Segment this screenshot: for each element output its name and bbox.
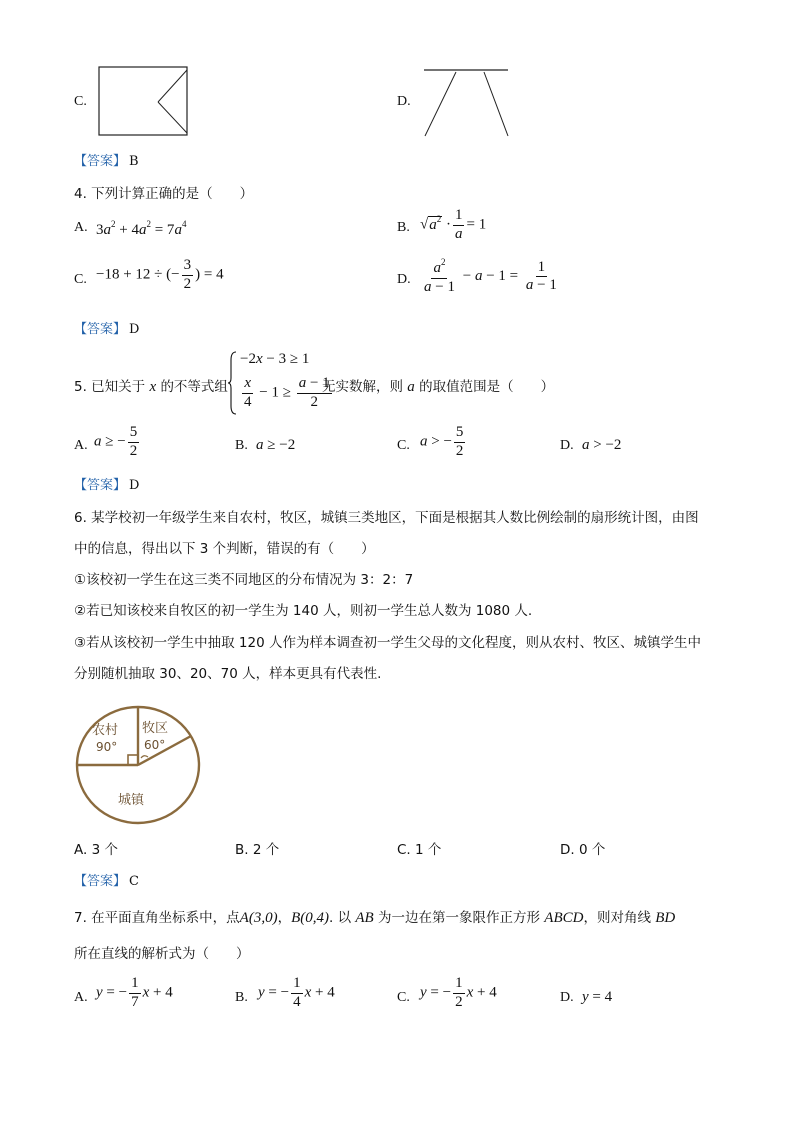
q4-option-c-expr: −18 + 12 ÷ (− $\frac{3}{2}$ ) = 4 <box>96 257 224 292</box>
q3-option-d-figure <box>420 66 514 140</box>
q7-option-a-label: A. <box>74 990 88 1005</box>
pie-label-pasture-angle: 60° <box>144 738 166 752</box>
q4-stem: 4. 下列计算正确的是（ ） <box>74 186 254 202</box>
q6-stem-line-2: 中的信息，得出以下 3 个判断，错误的有（ ） <box>74 541 375 557</box>
right-angle-mark <box>128 755 138 765</box>
q7-option-d-label: D. <box>560 990 574 1005</box>
q4-answer: 【答案】 D <box>74 322 140 337</box>
q7-stem-line-2: 所在直线的解析式为（ ） <box>74 946 250 962</box>
q6-option-c: C. 1 个 <box>397 842 442 858</box>
q4-option-b-expr: $√a^2$ · $\frac{1}{a}$ = 1 <box>420 207 487 242</box>
q4-option-b-label: B. <box>397 220 410 235</box>
q5-option-c-expr: a > − $\frac{5}{2}$ <box>420 424 464 459</box>
q7-option-c-expr: y = − $\frac{1}{2}$ x + 4 <box>420 975 497 1010</box>
q6-pie-chart <box>70 704 210 828</box>
q3-option-c-figure <box>96 64 192 138</box>
q5-ineq-2: $\frac{x}{4}$ − 1 ≥ $\frac{a - 1}{2}$ <box>244 375 330 410</box>
q6-statement-2: ②若已知该校来自牧区的初一学生为 140 人，则初一学生总人数为 1080 人. <box>74 603 533 619</box>
q4-option-d-expr: $\frac{a^2}{a - 1}$ − a − 1 = $\frac{1}{a - 1}$ <box>424 257 557 295</box>
q6-option-b: B. 2 个 <box>235 842 280 858</box>
q3-option-c-label: C. <box>74 94 87 109</box>
q7-option-b-expr: y = − $\frac{1}{4}$ x + 4 <box>258 975 335 1010</box>
q5-option-d-expr: a > −2 <box>582 437 622 453</box>
q6-statement-1: ①该校初一学生在这三类不同地区的分布情况为 3：2：7 <box>74 572 414 588</box>
q6-stem-line-1: 6. 某学校初一年级学生来自农村，牧区，城镇三类地区，下面是根据其人数比例绘制的扇形统计图，由图 <box>74 510 699 526</box>
q6-option-a: A. 3 个 <box>74 842 118 858</box>
q7-option-a-expr: y = − $\frac{1}{7}$ x + 4 <box>96 975 173 1010</box>
q6-statement-3-line-1: ③若从该校初一学生中抽取 120 人作为样本调查初一学生父母的文化程度，则从农村、牧区、城镇学生中 <box>74 635 701 651</box>
q4-option-c-label: C. <box>74 272 87 287</box>
q5-ineq-1: −2x − 3 ≥ 1 <box>240 351 310 367</box>
q5-option-b-label: B. <box>235 438 248 453</box>
q5-option-a-label: A. <box>74 438 88 453</box>
pie-label-rural-angle: 90° <box>96 740 118 754</box>
q5-option-c-label: C. <box>397 438 410 453</box>
q7-option-b-label: B. <box>235 990 248 1005</box>
q5-stem-pre: 5. 已知关于 x 的不等式组 <box>74 379 228 395</box>
q6-option-d: D. 0 个 <box>560 842 606 858</box>
q7-option-d-expr: y = 4 <box>582 989 613 1005</box>
q4-option-d-label: D. <box>397 272 411 287</box>
q6-statement-3-line-2: 分别随机抽取 30、20、70 人，样本更具有代表性. <box>74 666 382 682</box>
q4-option-a-label: A. <box>74 220 88 235</box>
q3-answer: 【答案】 B <box>74 154 139 169</box>
q7-option-c-label: C. <box>397 990 410 1005</box>
q6-answer: 【答案】 C <box>74 874 139 889</box>
q5-stem-post: 无实数解，则 a 的取值范围是（ ） <box>322 379 555 395</box>
q5-answer: 【答案】 D <box>74 478 140 493</box>
q5-brace <box>228 350 238 416</box>
q4-option-a-expr: $3a^2 + 4a^2 = 7a^4$ <box>96 219 187 238</box>
q7-stem-line-1: 7. 在平面直角坐标系中，点A(3,0)，B(0,4). 以 AB 为一边在第一象限作正方形 ABCD，则对角线 BD <box>74 910 676 926</box>
q5-option-d-label: D. <box>560 438 574 453</box>
q5-option-a-expr: a ≥ − $\frac{5}{2}$ <box>94 424 138 459</box>
q3-option-d-label: D. <box>397 94 411 109</box>
pie-label-pasture: 牧区 <box>142 721 169 736</box>
pie-label-town: 城镇 <box>118 793 145 808</box>
pie-label-rural: 农村 <box>92 723 119 738</box>
q5-option-b-expr: a ≥ −2 <box>256 437 296 453</box>
angle-arc-mark <box>141 756 148 758</box>
